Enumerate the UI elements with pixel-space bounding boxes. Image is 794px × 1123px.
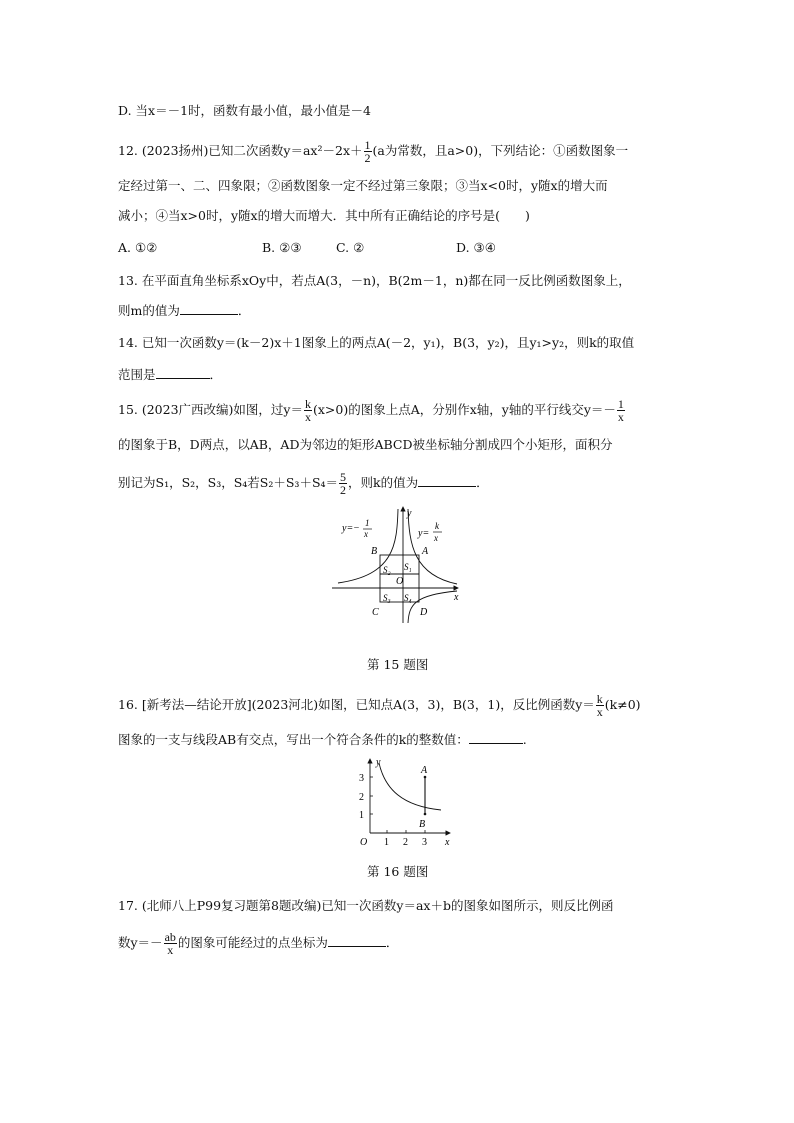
q16-caption: 第 16 题图 — [367, 864, 429, 879]
q17-line-2 — [118, 931, 398, 956]
q16-point-b-dot — [424, 813, 427, 816]
q16-axis-y-label: y — [376, 757, 381, 768]
q15-line-2: 的图象于B，D两点，以AB，AD为邻边的矩形ABCD被坐标轴分割成四个小矩形，面积分 — [118, 437, 613, 452]
q17-text-a: 数y＝－ — [118, 935, 163, 950]
q16-point-b-label: B — [419, 819, 426, 830]
q16-xtick-1: 1 — [384, 837, 389, 848]
q16-text-b: (k≠0) — [604, 697, 641, 712]
q15-frac-3-num: 5 — [340, 470, 347, 484]
q12-text-b: (a为常数，且a>0)，下列结论：①函数图象一 — [372, 143, 629, 158]
q12-option-a: A. ①② — [118, 240, 158, 255]
q15-caption: 第 15 题图 — [367, 657, 429, 672]
q13-line-1: 13. 在平面直角坐标系xOy中，若点A(3，－n)，B(2m－1，n)都在同一反比例函数图象上， — [118, 273, 631, 288]
q12-option-b: B. ②③ — [262, 240, 302, 255]
q13-text-b: ． — [237, 303, 251, 318]
q12-frac-den: 2 — [364, 151, 371, 165]
q12-line-2: 定经过第一、二、四象限；②函数图象一定不经过第三象限；③当x<0时，y随x的增大而 — [118, 178, 608, 193]
q16-frac-den: x — [596, 705, 603, 719]
q17-frac — [164, 931, 177, 956]
q12-option-d: D. ③④ — [456, 240, 496, 255]
q15-point-a: A — [422, 546, 429, 557]
q15-frac-1 — [304, 398, 312, 423]
q16-line-1 — [118, 693, 641, 718]
q15-frac-2 — [617, 398, 625, 423]
q15-point-b: B — [371, 546, 378, 557]
q16-text-a: 16. [新考法—结论开放](2023河北)如图，已知点A(3，3)，B(3，1)，反比例函数y＝ — [118, 697, 595, 712]
q16-text-d: . — [522, 732, 527, 747]
q16-xtick-3: 3 — [422, 837, 427, 848]
q15-axis-y-label: y — [407, 508, 412, 519]
q15-line-1 — [118, 398, 626, 423]
q14-line-1: 14. 已知一次函数y＝(k－2)x＋1图象上的两点A(－2，y₁)，B(3，y₂)，且y₁>y₂，则k的取值 — [118, 335, 635, 350]
q15-left-label: y=− — [342, 523, 360, 534]
q17-text-b: 的图象可能经过的点坐标为 — [177, 935, 328, 950]
q15-right-label: y= — [418, 528, 430, 539]
q15-text-b: (x>0)的图象上点A，分别作x轴，y轴的平行线交y＝－ — [312, 402, 616, 417]
q15-frac-3 — [339, 471, 347, 496]
q12-fraction — [364, 139, 372, 164]
q17-answer-blank[interactable] — [328, 946, 386, 947]
q12-text-a: 12. (2023扬州)已知二次函数y＝ax²－2x＋ — [118, 143, 363, 158]
q16-axis-x-label: x — [445, 837, 450, 848]
q15-curve-neg-right — [408, 591, 457, 623]
q15-axis-x-label: x — [454, 592, 459, 603]
q15-answer-blank[interactable] — [418, 486, 476, 487]
q15-frac-2-num: 1 — [617, 397, 624, 411]
q16-line-2 — [118, 732, 527, 748]
q15-region-s1: S₁ — [404, 562, 412, 572]
q15-left-frac-den: x — [364, 529, 368, 539]
q11-option-d: D. 当x＝－1时，函数有最小值，最小值是－4 — [118, 103, 371, 118]
q17-frac-num: ab — [164, 930, 176, 944]
q14-text-a: 范围是 — [118, 367, 156, 382]
q17-text-c: ． — [385, 935, 399, 950]
q15-figure — [330, 505, 470, 627]
q15-line-3 — [118, 471, 489, 496]
q16-figure — [352, 755, 456, 850]
q17-line-1: 17. (北师八上P99复习题第8题改编)已知一次函数y＝ax＋b的图象如图所示，则反比例函 — [118, 898, 614, 913]
q15-text-d: ，则k的值为 — [348, 475, 419, 490]
q15-left-frac-num: 1 — [365, 518, 370, 528]
q15-origin-label: O — [396, 576, 404, 587]
q15-point-c: C — [372, 607, 379, 618]
q16-point-a-dot — [424, 776, 427, 779]
q12-frac-num: 1 — [364, 138, 371, 152]
q15-region-s2: S₂ — [383, 565, 391, 575]
q12-option-c: C. ② — [336, 240, 365, 255]
q16-text-c: 图象的一支与线段AB有交点，写出一个符合条件的k的整数值： — [118, 732, 469, 747]
q16-ytick-2: 2 — [359, 792, 364, 803]
q15-frac-1-num: k — [304, 397, 311, 411]
q16-ytick-3: 3 — [359, 773, 364, 784]
q16-frac-num: k — [596, 692, 603, 706]
q16-origin-label: O — [360, 837, 368, 848]
q15-frac-3-den: 2 — [340, 483, 347, 497]
q15-frac-1-den: x — [304, 410, 311, 424]
q15-curve-k — [408, 509, 457, 584]
q16-answer-blank[interactable] — [469, 743, 523, 744]
q14-answer-blank[interactable] — [156, 378, 210, 379]
q16-point-a-label: A — [421, 765, 428, 776]
q17-frac-den: x — [167, 943, 174, 957]
q15-region-s3: S₃ — [383, 593, 391, 603]
q15-right-frac-num: k — [435, 521, 439, 531]
q15-text-a: 15. (2023广西改编)如图，过y＝ — [118, 402, 303, 417]
q12-line-3: 减小；④当x>0时，y随x的增大而增大．其中所有正确结论的序号是( ) — [118, 208, 530, 223]
q12-line-1 — [118, 139, 628, 164]
q16-xtick-2: 2 — [403, 837, 408, 848]
q15-frac-2-den: x — [617, 410, 624, 424]
q15-right-frac-den: x — [434, 533, 438, 543]
q13-line-2 — [118, 303, 250, 319]
q15-text-e: ． — [476, 475, 489, 490]
q14-text-b: ． — [209, 367, 223, 382]
q16-frac — [596, 693, 604, 718]
q13-answer-blank[interactable] — [180, 314, 238, 315]
q16-curve — [379, 763, 441, 810]
q13-text-a: 则m的值为 — [118, 303, 180, 318]
q15-region-s4: S₄ — [404, 593, 412, 603]
q16-ytick-1: 1 — [359, 810, 364, 821]
q14-line-2 — [118, 367, 222, 383]
q15-text-c: 别记为S₁，S₂，S₃，S₄若S₂＋S₃＋S₄＝ — [118, 475, 339, 490]
q15-point-d: D — [420, 607, 428, 618]
